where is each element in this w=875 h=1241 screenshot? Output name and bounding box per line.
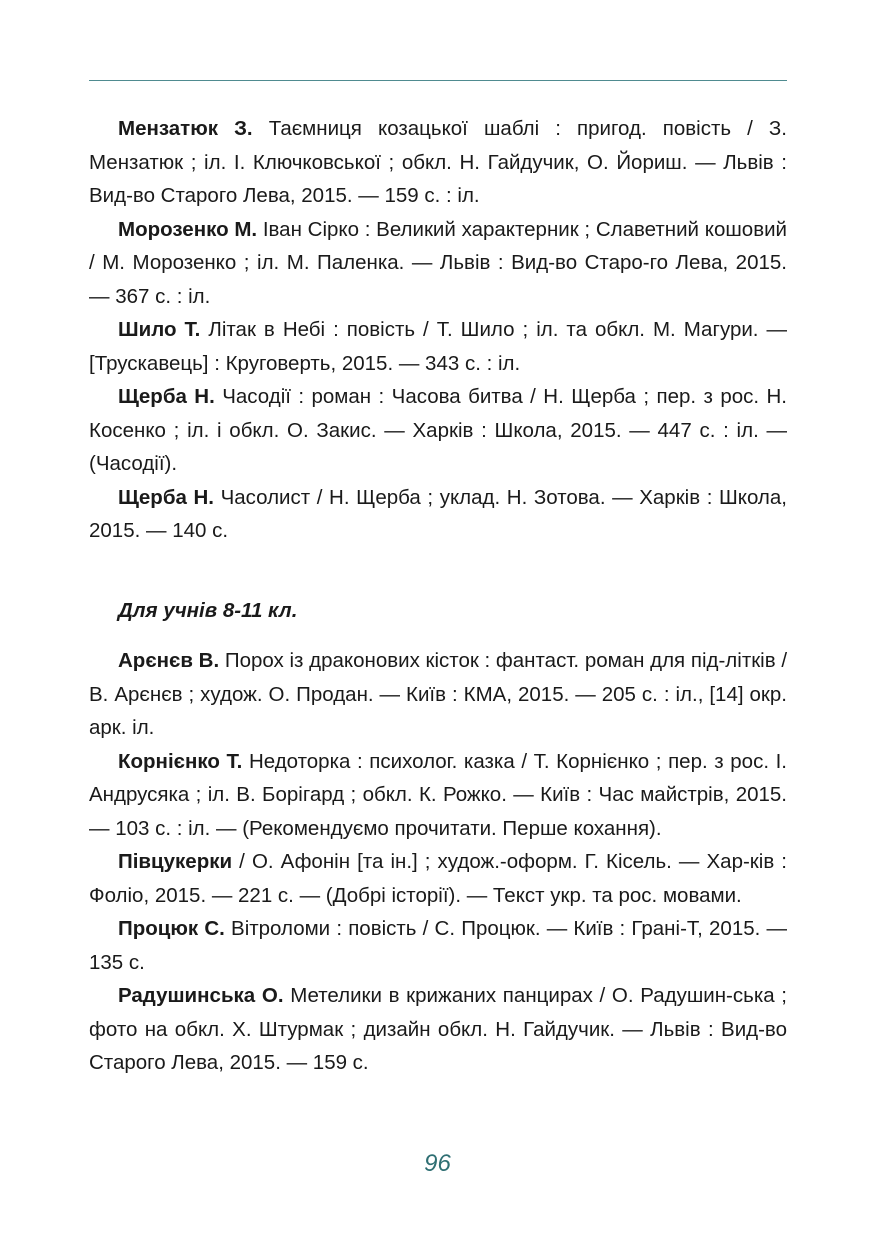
entry-author: Арєнєв В. xyxy=(118,649,220,672)
entry-text: Літак в Небі : повість / Т. Шило ; іл. та обкл. М. Магури. — [Трускавець] : Круговерть, 2015. — 343 с. : іл. xyxy=(89,318,788,375)
bibliography-entry xyxy=(89,644,787,745)
entry-author: Корнієнко Т. xyxy=(118,749,243,773)
bibliography-entry xyxy=(89,380,787,481)
entry-text: Таємниця козацької шаблі : пригод. повість / З. Мензатюк ; іл. І. Ключковської ; обкл. Н. Гайдучик, О. Йориш. — Львів : Вид-во Старого Лева, 2015. — 159 с. : іл. xyxy=(89,117,787,207)
entry-text: / О. Афонін [та ін.] ; худож.-оформ. Г. Кісель. — Хар-ків : Фоліо, 2015. — 221 с. — (Добрі історії). — Текст укр. та рос. мовами. xyxy=(89,850,787,907)
entry-author: Радушинська О. xyxy=(118,984,284,1007)
bibliography-entry xyxy=(89,745,787,846)
bibliography-entry xyxy=(89,912,787,979)
entry-text: Порох із драконових кісток : фантаст. роман для під-літків / В. Арєнєв ; худож. О. Продан. — Київ : КМА, 2015. — 205 с. : іл., [14] окр. арк. іл. xyxy=(89,649,788,739)
entry-author: Морозенко М. xyxy=(118,217,258,241)
entry-text: Часодії : роман : Часова битва / Н. Щерба ; пер. з рос. Н. Косенко ; іл. і обкл. О. Закис. — Харків : Школа, 2015. — 447 с. : іл. — (Часодії). xyxy=(89,385,787,475)
section-heading: Для учнів 8-11 кл. xyxy=(118,598,298,622)
bibliography-entry xyxy=(89,979,787,1080)
entry-author: Півцукерки xyxy=(118,850,233,873)
entry-text: Недоторка : психолог. казка / Т. Корнієнко ; пер. з рос. І. Андрусяка ; іл. В. Борігард ; обкл. К. Рожко. — Київ : Час майстрів, 2015. — 103 с. : іл. — (Рекомендуємо прочитати. Перше кохання). xyxy=(89,749,788,840)
bibliography-entry xyxy=(89,313,787,380)
header-rule xyxy=(89,80,787,81)
entry-text: Часолист / Н. Щерба ; уклад. Н. Зотова. — Харків : Школа, 2015. — 140 с. xyxy=(89,485,787,542)
bibliography-entry xyxy=(89,213,787,314)
entry-author: Шило Т. xyxy=(118,318,201,341)
entry-text: Вітроломи : повість / С. Процюк. — Київ : Грані-Т, 2015. — 135 с. xyxy=(89,917,788,974)
entry-author: Процюк С. xyxy=(118,917,225,940)
entry-author: Щерба Н. xyxy=(118,485,214,509)
bibliography-content xyxy=(89,112,787,1080)
bibliography-entry xyxy=(89,112,787,213)
bibliography-entry xyxy=(89,845,787,912)
entry-author: Щерба Н. xyxy=(118,385,215,408)
entry-author: Мензатюк З. xyxy=(118,117,253,140)
entry-text: Метелики в крижаних панцирах / О. Радушин-ська ; фото на обкл. Х. Штурмак ; дизайн обкл. Н. Гайдучик. — Львів : Вид-во Старого Лева, 2015. — 159 с. xyxy=(89,984,788,1074)
page-number: 96 xyxy=(424,1150,451,1177)
entry-text: Іван Сірко : Великий характерник ; Славетний кошовий / М. Морозенко ; іл. М. Паленка. — Львів : Вид-во Старо-го Лева, 2015. — 367 с. : іл. xyxy=(89,217,787,308)
bibliography-entry xyxy=(89,481,787,548)
